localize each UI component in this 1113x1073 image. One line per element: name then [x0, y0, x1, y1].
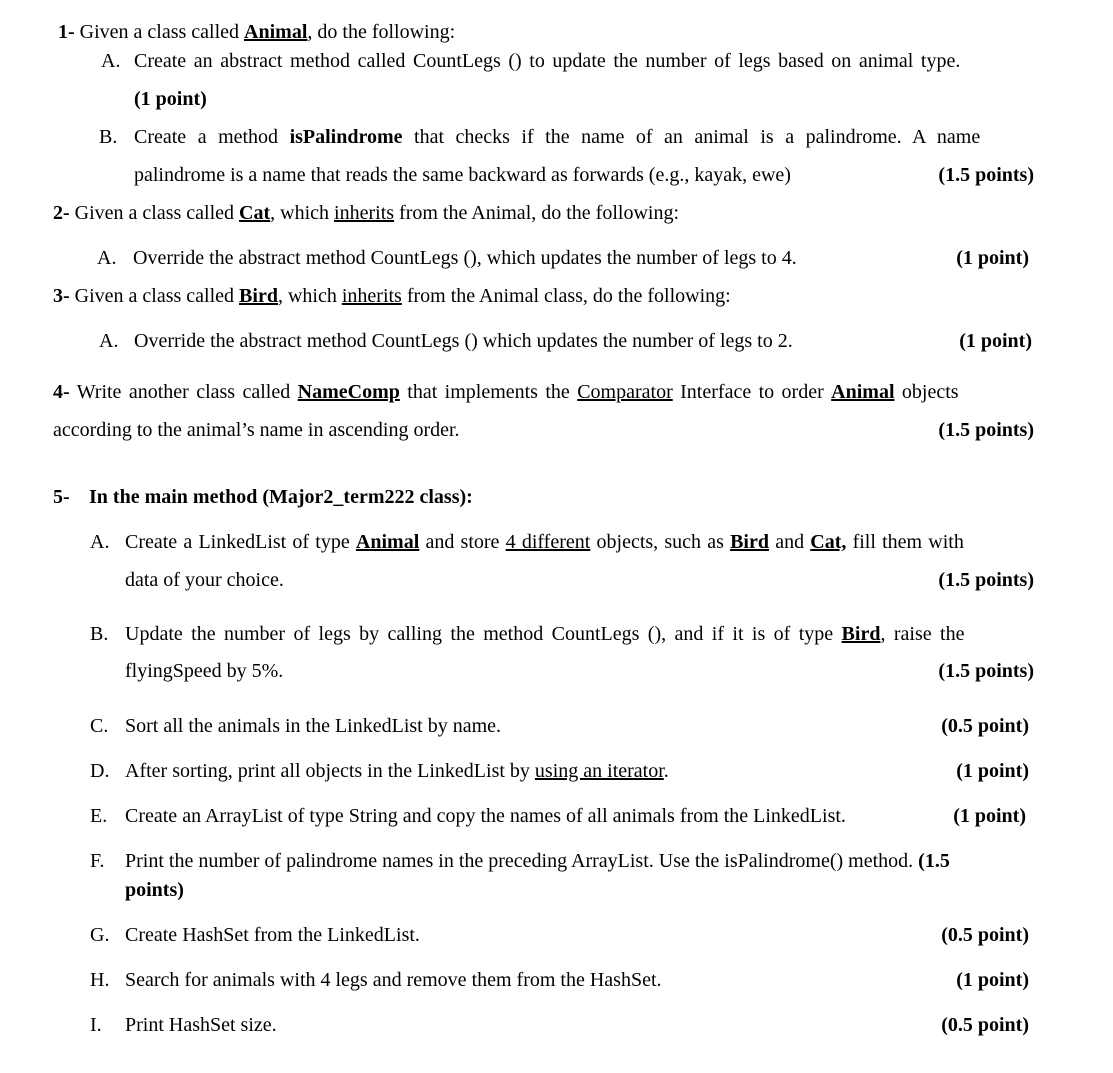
q5-a-points: (1.5 points) [938, 569, 1034, 591]
q5-c-points: (0.5 point) [941, 715, 1029, 737]
q5-d-item: D. After sorting, print all objects in the LinkedList by using an iterator. [90, 760, 669, 782]
q5-f-item: F. Print the number of palindrome names in the preceding ArrayList. Use the isPalindrome() method. (1.5 [90, 850, 950, 872]
q3-heading: 3- Given a class called Bird, which inherits from the Animal class, do the following: [53, 285, 731, 307]
q5-d-points: (1 point) [956, 760, 1029, 782]
q2-heading: 2- Given a class called Cat, which inherits from the Animal, do the following: [53, 202, 680, 224]
q3-number: 3- [53, 285, 70, 307]
q4-points: (1.5 points) [938, 419, 1034, 441]
q2-a-text: Override the abstract method CountLegs (), which updates the number of legs to 4. [133, 247, 797, 269]
q1-number: 1- [58, 21, 75, 43]
q5-b-item: B. Update the number of legs by calling the method CountLegs (), and if it is of type Bird, raise the [90, 623, 965, 645]
q3-class-name: Bird [239, 285, 278, 307]
q1-a-text: Create an abstract method called CountLegs () to update the number of legs based on animal type. [134, 50, 961, 72]
q5-d-iterator: using an iterator [534, 760, 664, 782]
q5-a-line2: data of your choice. [125, 569, 284, 591]
q4-animal: Animal [831, 381, 895, 403]
q3-a-text: Override the abstract method CountLegs () which updates the number of legs to 2. [134, 330, 793, 352]
q4-interface: Comparator [577, 381, 673, 403]
q1-a-points: (1 point) [134, 88, 207, 110]
q5-f-points-a: (1.5 [918, 850, 950, 872]
q5-e-text: Create an ArrayList of type String and copy the names of all animals from the LinkedList. [125, 805, 846, 827]
q1-b-item: B. Create a method isPalindrome that checks if the name of an animal is a palindrome. A name [99, 126, 981, 148]
q5-c-item: C. Sort all the animals in the LinkedList by name. [90, 715, 502, 737]
q5-a-cat: Cat, [810, 531, 847, 553]
q5-g-points: (0.5 point) [941, 924, 1029, 946]
q5-a-bird: Bird [730, 531, 769, 553]
q5-h-item: H. Search for animals with 4 legs and remove them from the HashSet. [90, 969, 662, 991]
q5-heading [53, 485, 473, 509]
q2-a-item: A. Override the abstract method CountLegs (), which updates the number of legs to 4. [97, 247, 797, 269]
q1-b-points: (1.5 points) [938, 164, 1034, 186]
q3-inherits: inherits [341, 285, 402, 307]
q4-heading: 4- Write another class called NameComp that implements the Comparator Interface to order Animal objects [53, 381, 959, 403]
q5-a-animal: Animal [355, 531, 420, 553]
q5-e-item: E. Create an ArrayList of type String and copy the names of all animals from the LinkedList. [90, 805, 846, 827]
q2-a-points: (1 point) [956, 247, 1029, 269]
q5-b-line2: flyingSpeed by 5%. [125, 660, 284, 682]
q3-a-points: (1 point) [959, 330, 1032, 352]
q1-b-method: isPalindrome [289, 126, 403, 148]
q2-number: 2- [53, 202, 70, 224]
q5-b-bird: Bird [841, 623, 881, 645]
q2-class-name: Cat [239, 202, 271, 224]
q5-i-points: (0.5 point) [941, 1014, 1029, 1036]
q1-heading: 1- Given a class called Animal, do the following: [58, 21, 456, 43]
q1-class-name: Animal [244, 21, 308, 43]
q5-i-item: I. Print HashSet size. [90, 1014, 277, 1036]
q3-a-item: A. Override the abstract method CountLegs () which updates the number of legs to 2. [99, 330, 793, 352]
q5-g-item: G. Create HashSet from the LinkedList. [90, 924, 420, 946]
q5-h-text: Search for animals with 4 legs and remove them from the HashSet. [125, 969, 662, 991]
q5-a-four: 4 different [505, 531, 591, 553]
q1-a-item: A. Create an abstract method called CountLegs () to update the number of legs based on animal type. [101, 50, 961, 72]
q5-i-text: Print HashSet size. [125, 1014, 277, 1036]
q4-line2: according to the animal’s name in ascending order. [53, 419, 460, 441]
q4-number: 4- [53, 381, 70, 403]
q5-b-points: (1.5 points) [938, 660, 1034, 682]
q5-e-points: (1 point) [953, 805, 1026, 827]
q5-number: 5- [53, 486, 70, 508]
q5-f-points-b: points) [125, 879, 184, 901]
q5-h-points: (1 point) [956, 969, 1029, 991]
q4-class-name: NameComp [297, 381, 400, 403]
q5-f-text: Print the number of palindrome names in the preceding ArrayList. Use the isPalindrome() method. [125, 850, 914, 872]
q2-inherits: inherits [334, 202, 395, 224]
q5-a-item: A. Create a LinkedList of type Animal and store 4 different objects, such as Bird and Cat, fill them with [90, 531, 964, 553]
q5-heading-text: In the main method (Major2_term222 class): [89, 486, 473, 508]
q1-b-line2: palindrome is a name that reads the same backward as forwards (e.g., kayak, ewe) [134, 164, 791, 186]
q5-g-text: Create HashSet from the LinkedList. [125, 924, 420, 946]
q5-c-text: Sort all the animals in the LinkedList by name. [125, 715, 502, 737]
